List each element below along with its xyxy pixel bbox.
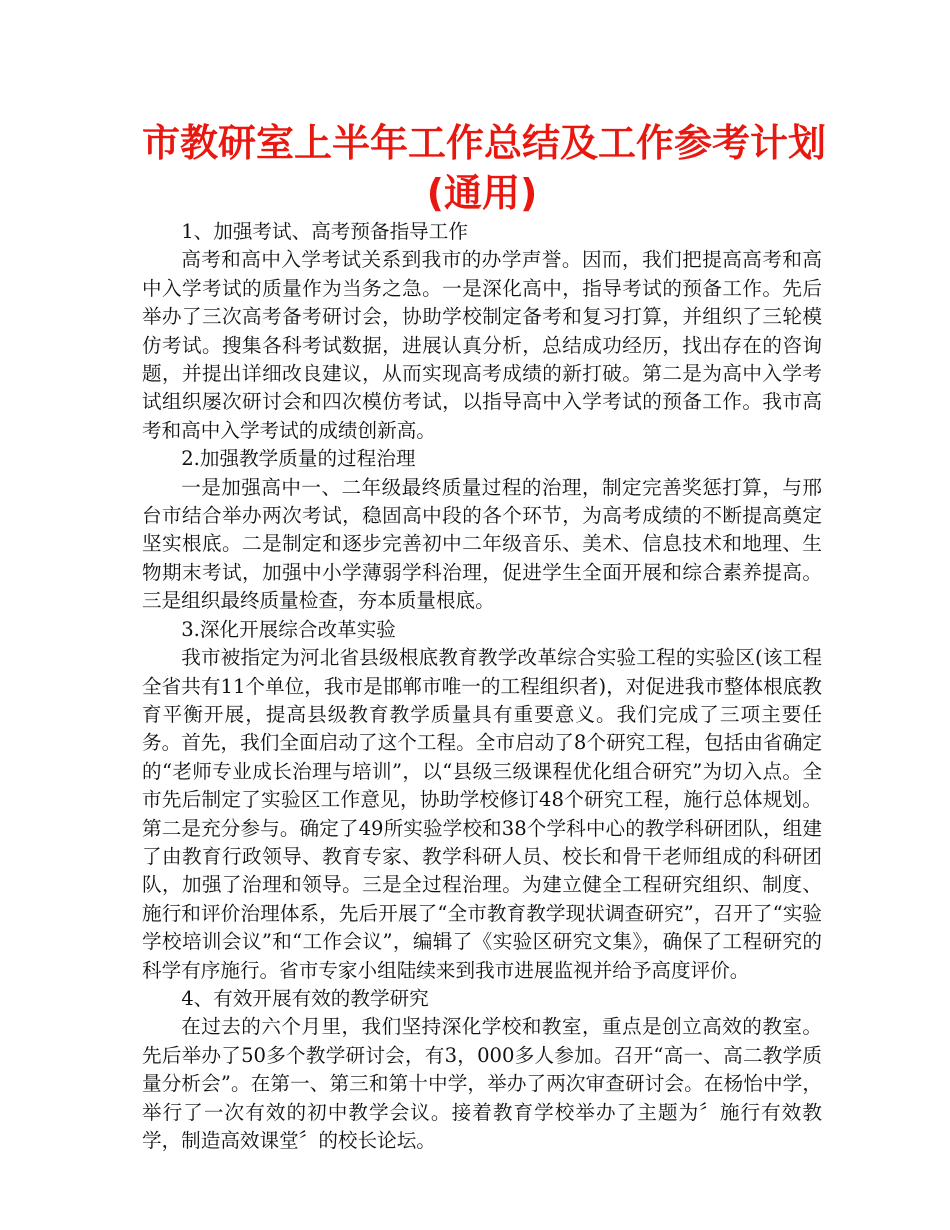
section-paragraph-2: 一是加强高中一、二年级最终质量过程的治理，制定完善奖惩打算，与邢台市结合举办两次考试，稳固高中段的各个环节，为高考成绩的不断提高奠定坚实根底。二是制定和逐步完善初中二年级音乐、美术、信息技术和地理、生物期末考试，加强中小学薄弱学科治理，促进学生全面开展和综合素养提高。三是组织最终质量检查，夯本质量根底。 bbox=[142, 475, 822, 613]
section-heading-4: 4、有效开展有效的教学研究 bbox=[181, 986, 429, 1010]
section-paragraph-3: 我市被指定为河北省县级根底教育教学改革综合实验工程的实验区(该工程全省共有11个单位，我市是邯郸市唯一的工程组织者)，对促进我市整体根底教育平衡开展，提高县级教育教学质量具有重要意义。我们完成了三项主要任务。首先，我们全面启动了这个工程。全市启动了8个研究工程，包括由省确定的“老师专业成长治理与培训”，以“县级三级课程优化组合研究”为切入点。全市先后制定了实验区工作意见，协助学校修订48个研究工程，施行总体规划。第二是充分参与。确定了49所实验学校和38个学科中心的教学科研团队，组建了由教育行政领导、教育专家、教学科研人员、校长和骨干老师组成的科研团队，加强了治理和领导。三是全过程治理。为建立健全工程研究组织、制度、施行和评价治理体系，先后开展了“全市教育教学现状调查研究”，召开了“实验学校培训会议”和“工作会议”，编辑了《实验区研究文集》，确保了工程研究的科学有序施行。省市专家小组陆续来到我市进展监视并给予高度评价。 bbox=[142, 646, 822, 982]
title-line-2: (通用) bbox=[426, 171, 538, 215]
section-heading-1: 1、加强考试、高考预备指导工作 bbox=[181, 220, 468, 243]
title-line-1: 市教研室上半年工作总结及工作参考计划 bbox=[142, 121, 827, 165]
section-heading-2: 2.加强教学质量的过程治理 bbox=[181, 447, 416, 471]
document-page bbox=[142, 118, 827, 1155]
document-title bbox=[142, 118, 827, 218]
section-paragraph-4: 在过去的六个月里，我们坚持深化学校和教室，重点是创立高效的教室。先后举办了50多个教学研讨会，有3，000多人参加。召开“高一、高二教学质量分析会”。在第一、第三和第十中学，举办了两次审查研讨会。在杨怡中学，举行了一次有效的初中教学会议。接着教育学校举办了主题为〞施行有效教学，制造高效课堂〞的校长论坛。 bbox=[142, 1015, 822, 1152]
document-body bbox=[142, 218, 822, 1155]
section-heading-3: 3.深化开展综合改革实验 bbox=[181, 617, 396, 641]
section-paragraph-1: 高考和高中入学考试关系到我市的办学声誉。因而，我们把提高高考和高中入学考试的质量作为当务之急。一是深化高中，指导考试的预备工作。先后举办了三次高考备考研讨会，协助学校制定备考和复习打算，并组织了三轮模仿考试。搜集各科考试数据，进展认真分析，总结成功经历，找出存在的咨询题，并提出详细改良建议，从而实现高考成绩的新打破。第二是为高中入学考试组织屡次研讨会和四次模仿考试，以指导高中入学考试的预备工作。我市高考和高中入学考试的成绩创新高。 bbox=[142, 248, 822, 442]
